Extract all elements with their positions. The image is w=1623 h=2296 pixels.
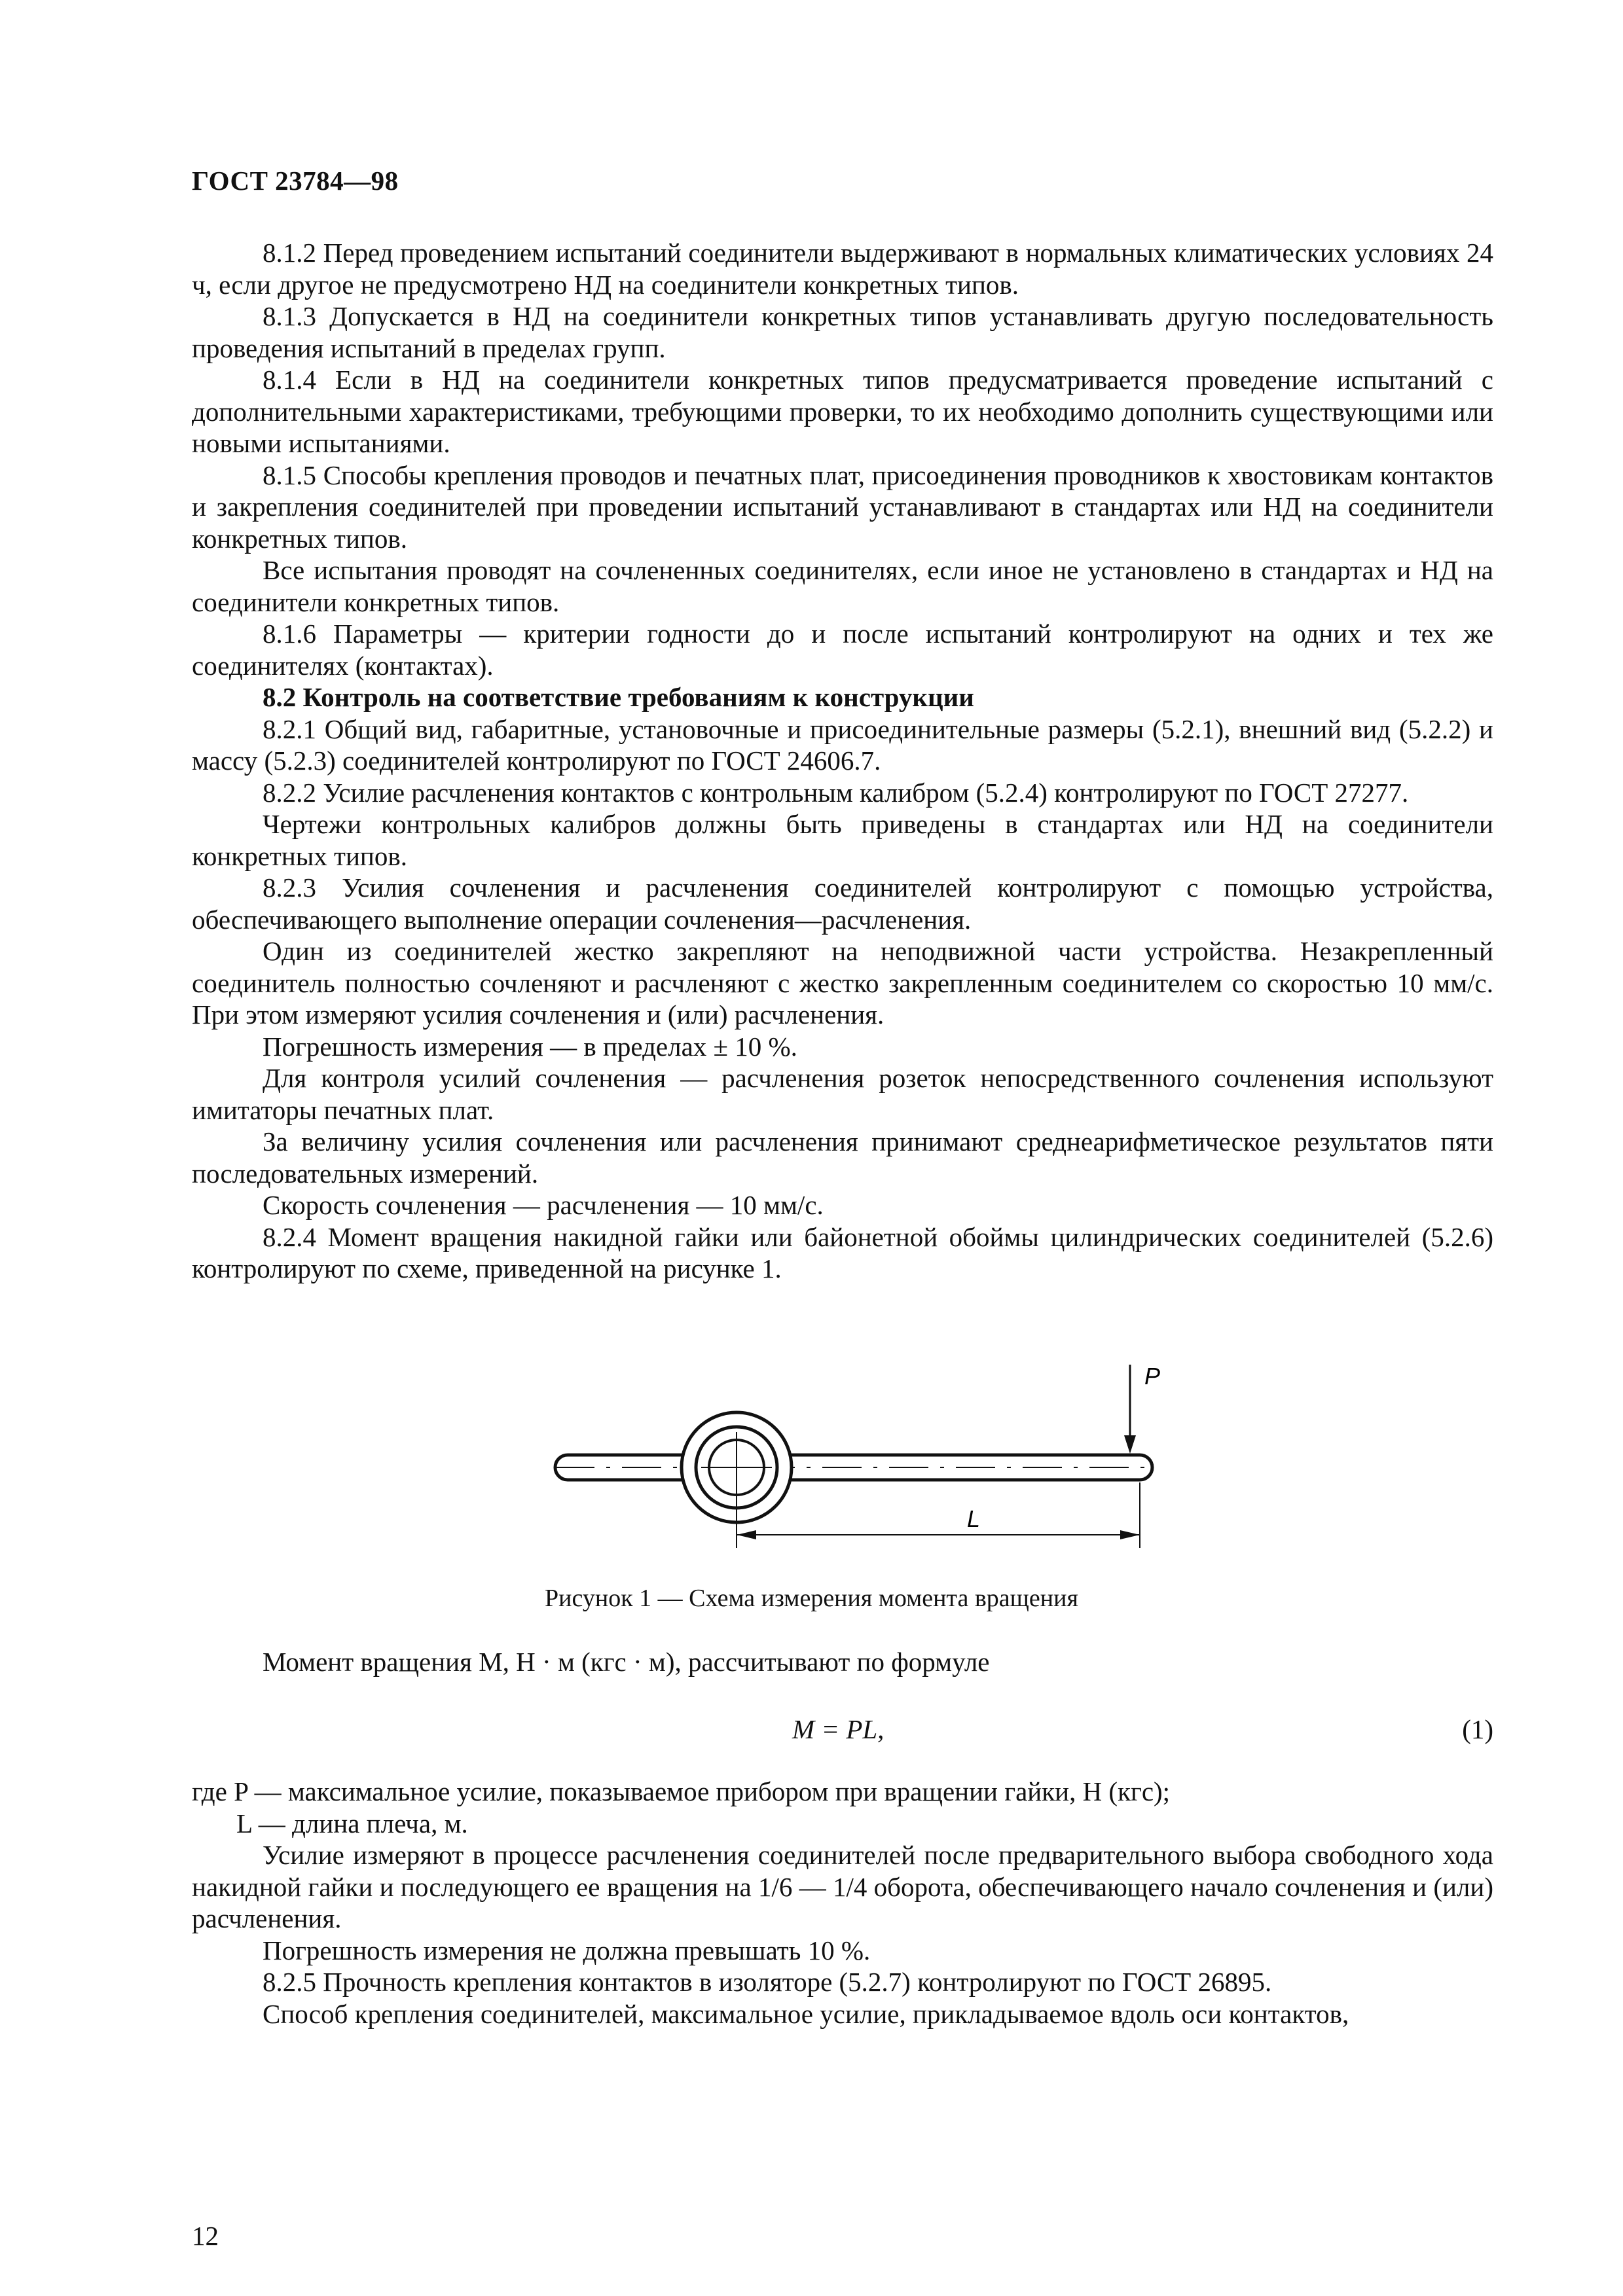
page-number: 12 <box>192 2221 219 2251</box>
formula-expression: M = PL, <box>792 1714 884 1744</box>
section-heading-8-2: 8.2 Контроль на соответствие требованиям к конструкции <box>263 682 974 712</box>
paragraph-8-2-3: 8.2.3 Усилия сочленения и расчленения соединителей контролируют с помощью устройства, обеспечивающего выполнение операции сочленения—расчленения. <box>192 872 1493 935</box>
moment-text: Момент вращения M, Н · м (кгс · м), рассчитывают по формуле <box>263 1647 990 1677</box>
after-formula-text <box>192 1776 1493 2030</box>
force-arrow-head <box>1124 1435 1136 1454</box>
paragraph-error: Погрешность измерения — в пределах ± 10 %. <box>263 1031 797 1062</box>
paragraph-error-10: Погрешность измерения не должна превышать 10 %. <box>263 1935 871 1965</box>
paragraph-control: Для контроля усилий сочленения — расчленения розеток непосредственного сочленения используют имитаторы печатных плат. <box>192 1063 1493 1125</box>
paragraph-force-measured: Усилие измеряют в процессе расчленения соединителей после предварительного выбора свободного хода накидной гайки и последующего ее вращения на 1/6 — 1/4 оборота, обеспечивающего начало сочленения и (или) расчленения. <box>192 1840 1493 1933</box>
paragraph-fixing-method: Способ крепления соединителей, максимальное усилие, прикладываемое вдоль оси контактов, <box>263 1998 1349 2029</box>
paragraph-8-2-5: 8.2.5 Прочность крепления контактов в изоляторе (5.2.7) контролируют по ГОСТ 26895. <box>263 1967 1272 1997</box>
paragraph-8-1-2: 8.1.2 Перед проведением испытаний соединители выдерживают в нормальных климатических условиях 24 ч, если другое не предусмотрено НД на соединители конкретных типов. <box>192 238 1493 300</box>
where-p: где P — максимальное усилие, показываемое прибором при вращении гайки, Н (кгс); <box>192 1776 1171 1806</box>
main-text <box>192 237 1493 1285</box>
paragraph-speed: Скорость сочленения — расчленения — 10 мм/с. <box>263 1190 824 1220</box>
label-L: L <box>966 1505 981 1532</box>
paragraph-8-1-6: 8.1.6 Параметры — критерии годности до и после испытаний контролируют на одних и тех же соединителях (контактах). <box>192 619 1493 681</box>
dimension-arrow-right <box>1120 1530 1140 1539</box>
paragraph-8-1-5: 8.1.5 Способы крепления проводов и печатных плат, присоединения проводников к хвостовикам контактов и закрепления соединителей при проведении испытаний устанавливают в стандартах или НД на соединители конкретных типов. <box>192 459 1493 554</box>
formula-number: (1) <box>1462 1714 1493 1744</box>
moment-intro <box>192 1646 1493 1678</box>
where-l: L — длина плеча, м. <box>236 1808 468 1839</box>
paragraph-8-2-1: 8.2.1 Общий вид, габаритные, установочные и присоединительные размеры (5.2.1), внешний вид (5.2.2) и массу (5.2.3) соединителей контролируют по ГОСТ 24606.7. <box>192 713 1493 776</box>
paragraph-8-2-4: 8.2.4 Момент вращения накидной гайки или байонетной обоймы цилиндрических соединителей (5.2.6) контролируют по схеме, приведенной на рисунке 1. <box>192 1221 1493 1283</box>
paragraph-all-tests: Все испытания проводят на сочлененных соединителях, если иное не установлено в стандартах и НД на соединители конкретных типов. <box>192 555 1493 617</box>
figure-1 <box>537 1358 1161 1554</box>
paragraph-8-2-2: 8.2.2 Усилие расчленения контактов с контрольным калибром (5.2.4) контролируют по ГОСТ 27277. <box>263 777 1409 808</box>
torque-scheme-diagram <box>537 1358 1161 1554</box>
figure-caption: Рисунок 1 — Схема измерения момента вращения <box>545 1585 1078 1612</box>
label-P: P <box>1144 1363 1161 1390</box>
paragraph-average: За величину усилия сочленения или расчленения принимают среднеарифметическое результатов пяти последовательных измерений. <box>192 1126 1493 1189</box>
paragraph-one-connector: Один из соединителей жестко закрепляют на неподвижной части устройства. Незакрепленный соединитель полностью сочленяют и расчленяют с жестко закрепленным соединителем со скоростью 10 мм/с. При этом измеряют усилия сочленения и (или) расчленения. <box>192 936 1493 1030</box>
paragraph-8-1-4: 8.1.4 Если в НД на соединители конкретных типов предусматривается проведение испытаний с дополнительными характеристиками, требующими проверки, то их необходимо дополнить существующими или новыми испытаниями. <box>192 365 1493 458</box>
paragraph-drawings: Чертежи контрольных калибров должны быть приведены в стандартах или НД на соединители конкретных типов. <box>192 809 1493 871</box>
dimension-arrow-left <box>737 1530 756 1539</box>
paragraph-8-1-3: 8.1.3 Допускается в НД на соединители конкретных типов устанавливать другую последовательность проведения испытаний в пределах групп. <box>192 301 1493 363</box>
document-header: ГОСТ 23784—98 <box>192 166 399 196</box>
